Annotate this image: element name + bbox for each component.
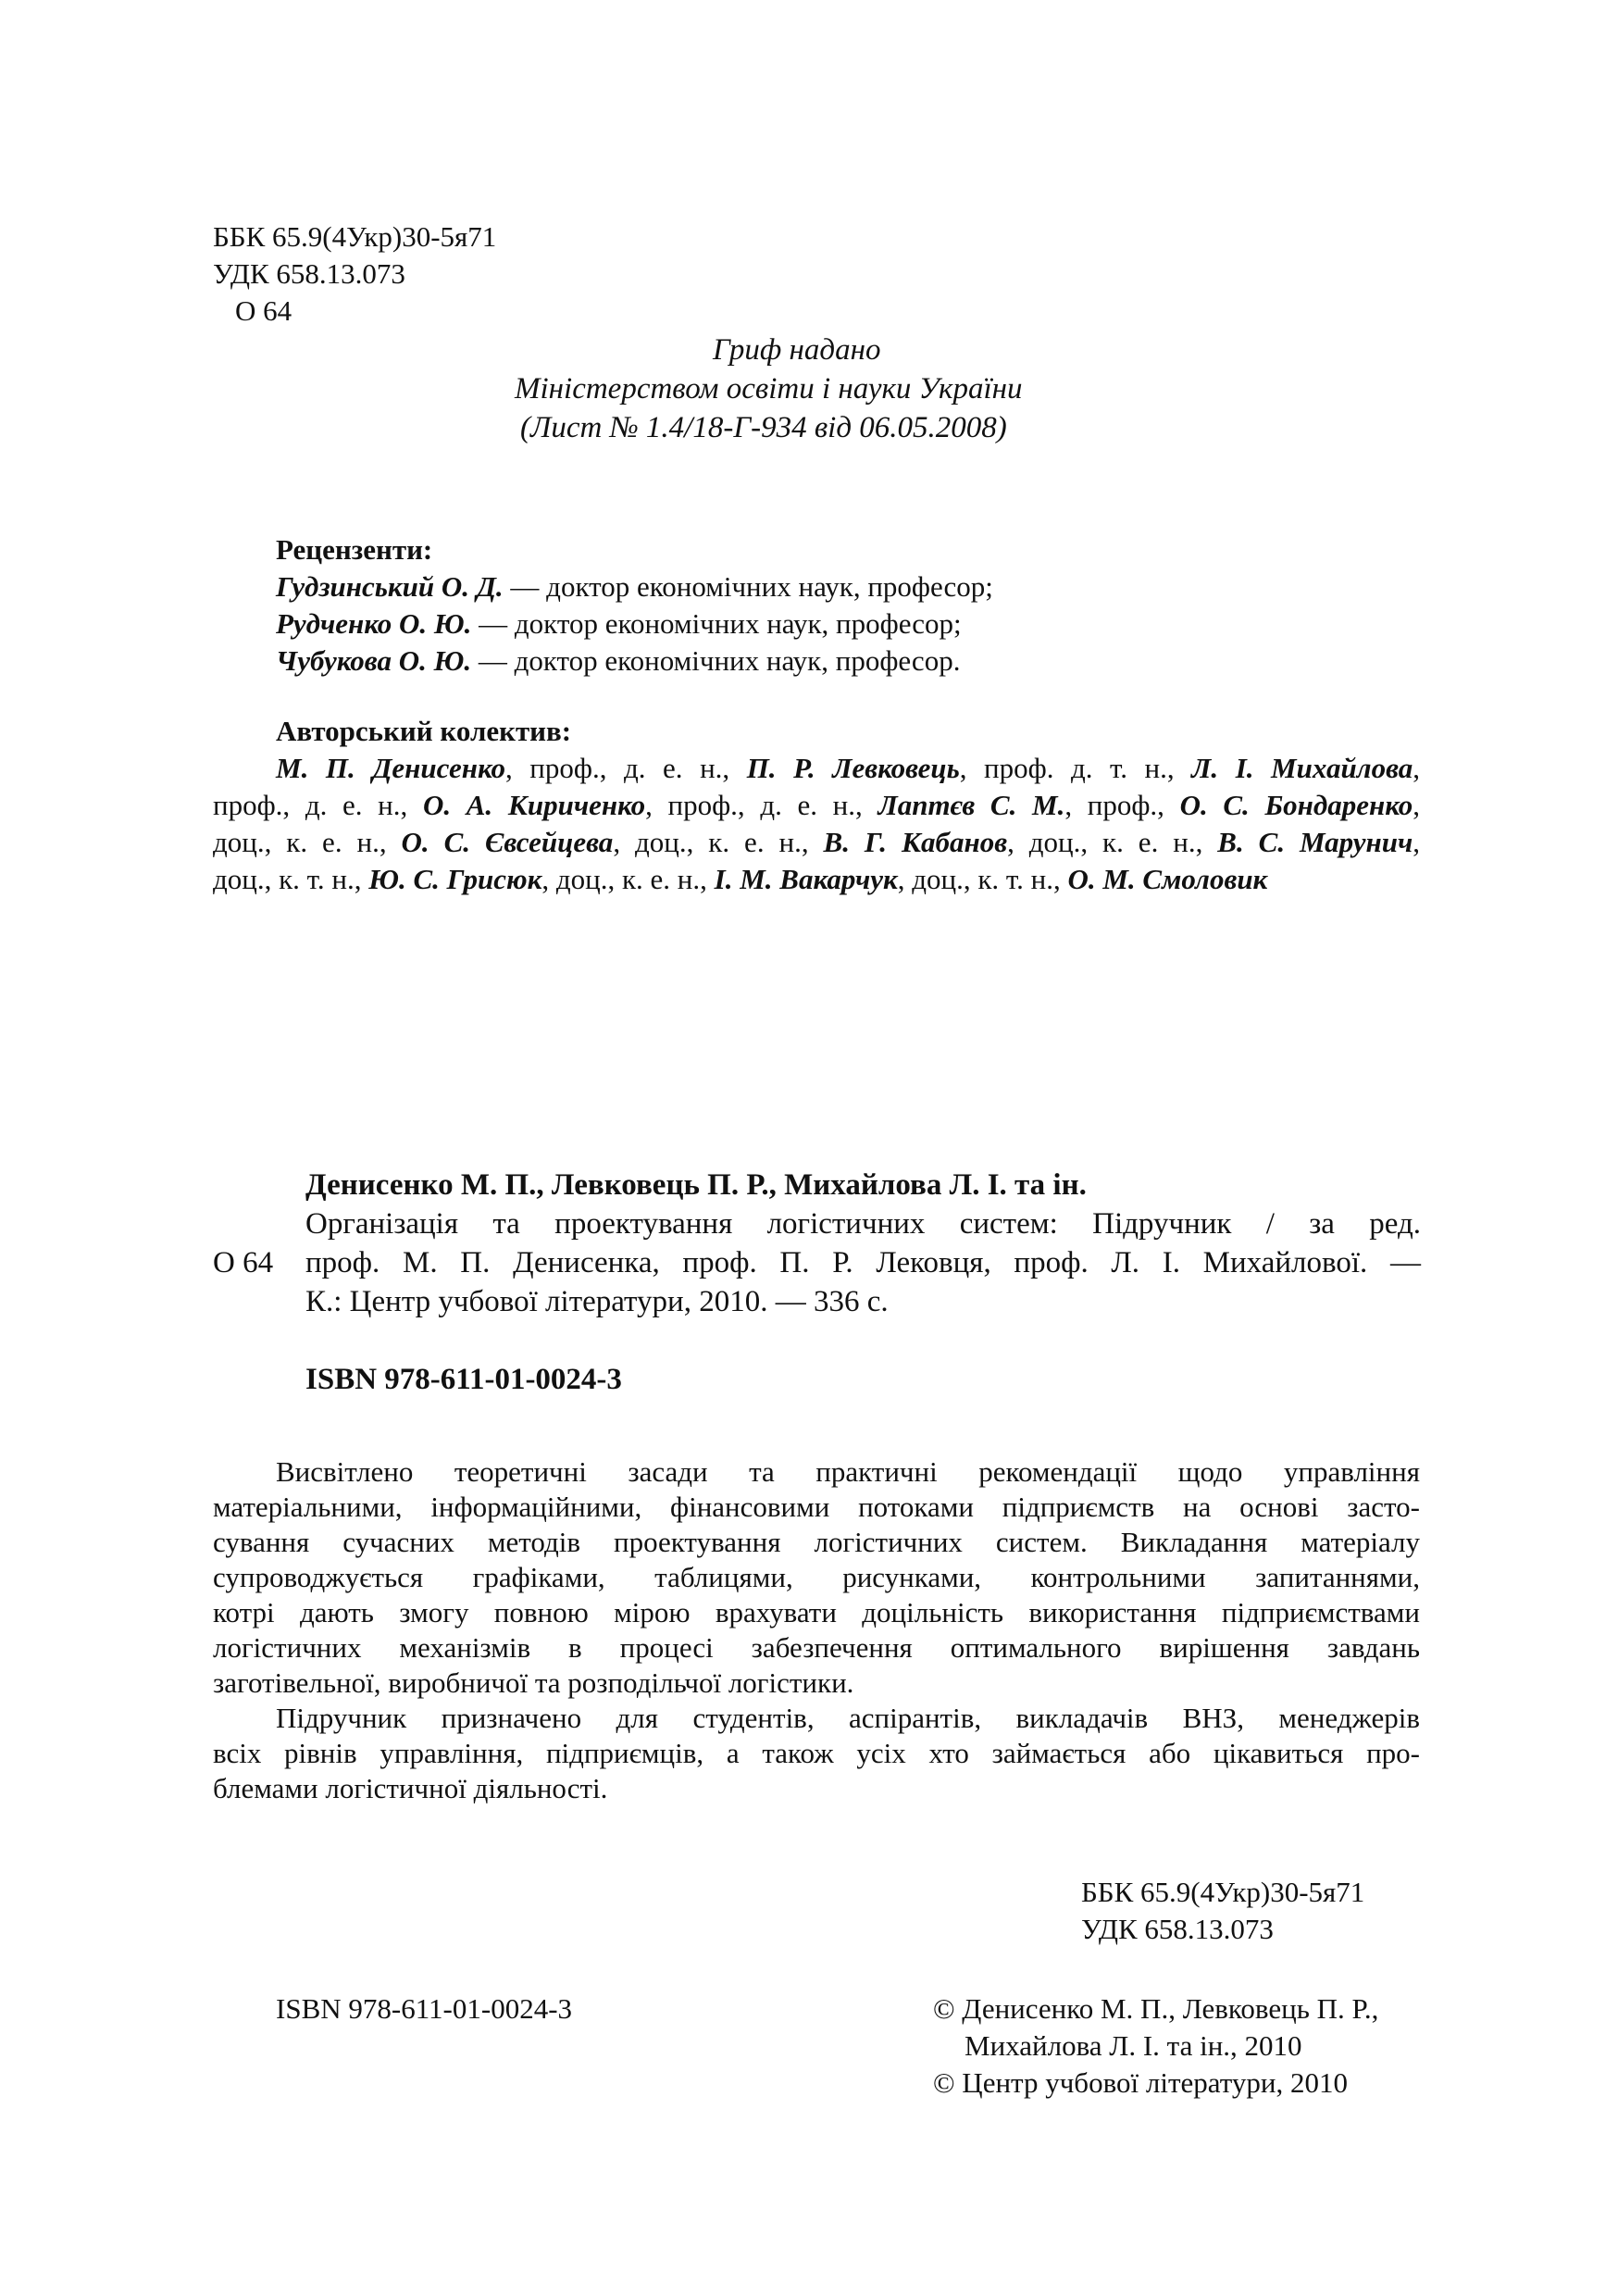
author-name: Лаптєв С. М. — [877, 789, 1065, 821]
reviewer-2-desc: — доктор економічних наук, професор; — [471, 607, 962, 640]
author-degree: , доц., к. е. н., — [541, 863, 715, 895]
author-name: О. С. Євсейцева — [401, 826, 614, 858]
grif-line-3: (Лист № 1.4/18-Г-934 від 06.05.2008) — [520, 411, 1007, 444]
bib-authors: Денисенко М. П., Левковець П. Р., Михайлова Л. І. та ін. — [305, 1168, 1087, 1202]
reviewer-3 — [276, 643, 960, 680]
grif-line-2: Міністерством освіти і науки України — [515, 372, 1023, 406]
author-name: І. М. Вакарчук — [714, 863, 898, 895]
authors-line-3 — [213, 824, 1420, 861]
author-degree: , — [1413, 826, 1420, 858]
reviewer-3-name: Чубукова О. Ю. — [276, 644, 472, 677]
author-sign-top: О 64 — [235, 294, 292, 327]
abstract-p2-line-3: блемами логістичної діяльності. — [213, 1772, 608, 1804]
author-degree: проф., д. е. н., — [213, 789, 423, 821]
author-degree: доц., к. т. н., — [213, 863, 369, 895]
copyright-line-1: © Денисенко М. П., Левковець П. Р., — [933, 1992, 1379, 2025]
bib-isbn: ISBN 978-611-01-0024-3 — [305, 1363, 622, 1396]
author-degree: , проф. д. т. н., — [959, 752, 1192, 784]
author-degree: доц., к. е. н., — [213, 826, 402, 858]
copyright-line-2: Михайлова Л. І. та ін., 2010 — [965, 2029, 1302, 2062]
bbk-code-top: ББК 65.9(4Укр)30-5я71 — [213, 220, 497, 253]
reviewer-1 — [276, 568, 993, 605]
author-degree: , доц., к. е. н., — [613, 826, 824, 858]
author-degree: , проф., д. е. н., — [504, 752, 747, 784]
reviewer-3-desc: — доктор економічних наук, професор. — [471, 644, 961, 677]
abstract-p1-line-3: сування сучасних методів проектування логістичних систем. Викладання матеріалу — [213, 1526, 1420, 1558]
udk-code-top: УДК 658.13.073 — [213, 257, 405, 290]
abstract-p2-line-2: всіх рівнів управління, підприємців, а також усіх хто займається або цікавиться про- — [213, 1737, 1420, 1769]
author-degree: , доц., к. т. н., — [897, 863, 1068, 895]
bib-title-line-1: Організація та проектування логістичних систем: Підручник / за ред. — [305, 1207, 1421, 1241]
authors-line-1 — [276, 750, 1420, 787]
author-name: О. А. Кириченко — [422, 789, 646, 821]
reviewer-2-name: Рудченко О. Ю. — [276, 607, 472, 640]
copyright-line-3: © Центр учбової літератури, 2010 — [933, 2066, 1348, 2099]
bib-author-sign: О 64 — [213, 1246, 274, 1279]
reviewer-1-desc: — доктор економічних наук, професор; — [503, 570, 993, 603]
author-name: Ю. С. Грисюк — [368, 863, 542, 895]
authors-line-4 — [213, 861, 1267, 898]
abstract-p1-line-6: логістичних механізмів в процесі забезпечення оптимального вирішення завдань — [213, 1631, 1420, 1664]
author-name: О. С. Бондаренко — [1179, 789, 1413, 821]
abstract-p1-line-5: котрі дають змогу повною мірою врахувати доцільність використання підприємствами — [213, 1596, 1420, 1628]
grif-line-1-text: Гриф надано — [713, 333, 881, 367]
authors-heading: Авторський колектив: — [276, 715, 572, 747]
isbn-bottom: ISBN 978-611-01-0024-3 — [276, 1992, 573, 2025]
author-name: П. Р. Левковець — [746, 752, 960, 784]
author-degree: , — [1413, 789, 1420, 821]
abstract-p1-line-4: супроводжується графіками, таблицями, рисунками, контрольними запитаннями, — [213, 1561, 1420, 1593]
author-name: В. С. Марунич — [1217, 826, 1413, 858]
author-degree: , проф., д. е. н., — [645, 789, 878, 821]
author-degree: , — [1413, 752, 1420, 784]
author-degree: , доц., к. е. н., — [1007, 826, 1218, 858]
abstract-p2-line-1: Підручник призначено для студентів, аспірантів, викладачів ВНЗ, менеджерів — [276, 1702, 1420, 1734]
abstract-p1-line-1: Висвітлено теоретичні засади та практичні рекомендації щодо управління — [276, 1455, 1420, 1488]
reviewer-1-name: Гудзинський О. Д. — [276, 570, 504, 603]
abstract-p1-line-7: заготівельної, виробничої та розподільчої логістики. — [213, 1666, 854, 1699]
bib-title-line-2: проф. М. П. Денисенка, проф. П. Р. Лековця, проф. Л. І. Михайлової. — — [305, 1246, 1421, 1279]
reviewer-2 — [276, 605, 962, 643]
reviewers-heading: Рецензенти: — [276, 533, 433, 566]
author-name: О. М. Смоловик — [1067, 863, 1268, 895]
authors-line-2 — [213, 787, 1420, 824]
author-name: М. П. Денисенко — [276, 752, 505, 784]
abstract-p1-line-2: матеріальними, інформаційними, фінансовими потоками підприємств на основі засто- — [213, 1491, 1420, 1523]
bib-title-line-3: К.: Центр учбової літератури, 2010. — 336 с. — [305, 1285, 889, 1318]
author-name: В. Г. Кабанов — [823, 826, 1008, 858]
author-degree: , проф., — [1064, 789, 1180, 821]
bbk-code-bottom: ББК 65.9(4Укр)30-5я71 — [1081, 1876, 1365, 1908]
author-name: Л. І. Михайлова — [1191, 752, 1413, 784]
udk-code-bottom: УДК 658.13.073 — [1081, 1913, 1274, 1945]
